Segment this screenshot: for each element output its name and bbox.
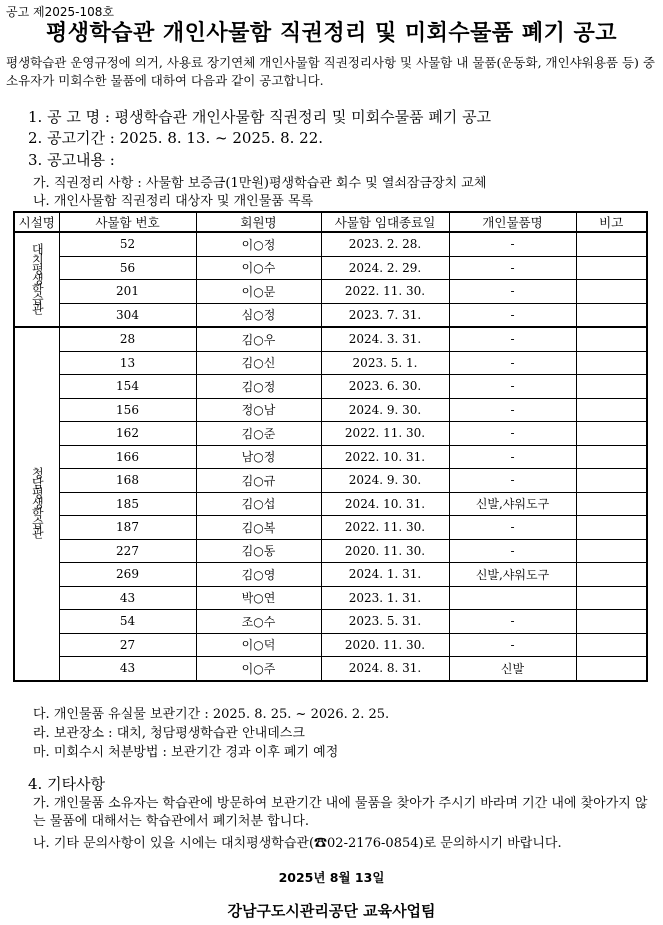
cell-end: 2023. 6. 30.	[321, 375, 449, 399]
cell-note	[576, 351, 647, 375]
cell-name: 남○정	[196, 445, 321, 469]
intro-paragraph: 평생학습관 운영규정에 의거, 사용료 장기연체 개인사물함 직권정리사항 및 사물함 내 물품(운동화, 개인샤워용품 등) 중 소유자가 미회수한 물품에 대하여 다음과 같이 공고합니다.	[6, 55, 655, 88]
table-row	[14, 516, 647, 540]
page-title: 평생학습관 개인사물함 직권정리 및 미회수물품 폐기 공고	[45, 21, 617, 46]
cell-end: 2024. 9. 30.	[321, 398, 449, 422]
table-row	[14, 327, 647, 351]
cell-items	[449, 586, 576, 610]
cell-items: -	[449, 422, 576, 446]
cell-no: 168	[59, 469, 196, 493]
organization-name: 강남구도시관리공단 교육사업팀	[227, 902, 436, 920]
cell-items: 신발,샤워도구	[449, 492, 576, 516]
table-row	[14, 657, 647, 681]
cell-note	[576, 445, 647, 469]
table-row	[14, 398, 647, 422]
notice-number: 공고 제2025-108호	[6, 5, 114, 19]
col-header: 사물함 임대종료일	[321, 212, 449, 232]
table-header-row	[14, 212, 647, 232]
cell-note	[576, 303, 647, 327]
cell-no: 201	[59, 280, 196, 304]
cell-end: 2022. 11. 30.	[321, 280, 449, 304]
etc-ga: 가. 개인물품 소유자는 학습관에 방문하여 보관기간 내에 물품을 찾아가 주시기 바라며 기간 내에 찾아가지 않는 물품에 대해서는 학습관에서 폐기처분 합니다.	[33, 796, 648, 829]
cell-items: -	[449, 539, 576, 563]
sub-da: 다. 개인물품 유실물 보관기간 : 2025. 8. 25. ~ 2026. 2. 25.	[33, 707, 390, 722]
cell-items: -	[449, 303, 576, 327]
table-row	[14, 633, 647, 657]
cell-name: 이○문	[196, 280, 321, 304]
cell-note	[576, 280, 647, 304]
cell-name: 김○복	[196, 516, 321, 540]
cell-name: 정○남	[196, 398, 321, 422]
cell-note	[576, 469, 647, 493]
table-row	[14, 539, 647, 563]
cell-note	[576, 375, 647, 399]
cell-end: 2022. 11. 30.	[321, 422, 449, 446]
cell-note	[576, 586, 647, 610]
table-row	[14, 610, 647, 634]
etc-na: 나. 기타 문의사항이 있을 시에는 대치평생학습관(☎02-2176-0854)로 문의하시기 바랍니다.	[33, 836, 562, 851]
cell-end: 2023. 1. 31.	[321, 586, 449, 610]
cell-items: -	[449, 327, 576, 351]
table-row	[14, 375, 647, 399]
cell-items: -	[449, 280, 576, 304]
sub-ma: 마. 미회수시 처분방법 : 보관기간 경과 이후 폐기 예정	[33, 745, 339, 760]
cell-name: 김○준	[196, 422, 321, 446]
cell-end: 2020. 11. 30.	[321, 539, 449, 563]
facility-name: 청담평생학습관	[30, 467, 45, 538]
cell-end: 2023. 2. 28.	[321, 232, 449, 256]
cell-no: 154	[59, 375, 196, 399]
cell-no: 27	[59, 633, 196, 657]
sub-ga: 가. 직권정리 사항 : 사물함 보증금(1만원)평생학습관 회수 및 열쇠잠금장치 교체	[33, 176, 487, 191]
cell-name: 김○우	[196, 327, 321, 351]
cell-name: 이○덕	[196, 633, 321, 657]
cell-no: 54	[59, 610, 196, 634]
cell-no: 56	[59, 256, 196, 280]
sign-date: 2025년 8월 13일	[278, 870, 385, 885]
cell-items: -	[449, 633, 576, 657]
cell-end: 2022. 10. 31.	[321, 445, 449, 469]
cell-no: 156	[59, 398, 196, 422]
cell-name: 조○수	[196, 610, 321, 634]
item-notice-name: 1. 공 고 명 : 평생학습관 개인사물함 직권정리 및 미회수물품 폐기 공고	[28, 108, 492, 126]
cell-end: 2024. 8. 31.	[321, 657, 449, 681]
table-row	[14, 351, 647, 375]
cell-items: -	[449, 398, 576, 422]
cell-no: 269	[59, 563, 196, 587]
sub-na: 나. 개인사물함 직권정리 대상자 및 개인물품 목록	[33, 194, 314, 209]
cell-end: 2023. 7. 31.	[321, 303, 449, 327]
cell-items: -	[449, 375, 576, 399]
item-notice-period: 2. 공고기간 : 2025. 8. 13. ~ 2025. 8. 22.	[28, 129, 324, 147]
cell-end: 2024. 2. 29.	[321, 256, 449, 280]
cell-end: 2023. 5. 1.	[321, 351, 449, 375]
facility-name: 대치평생학습관	[30, 243, 45, 313]
cell-note	[576, 492, 647, 516]
col-header: 시설명	[14, 212, 59, 232]
table-row	[14, 469, 647, 493]
cell-items: 신발	[449, 657, 576, 681]
table-row	[14, 256, 647, 280]
item-etc: 4. 기타사항	[28, 775, 106, 793]
cell-name: 김○동	[196, 539, 321, 563]
cell-end: 2024. 1. 31.	[321, 563, 449, 587]
cell-items: -	[449, 256, 576, 280]
cell-name: 이○정	[196, 232, 321, 256]
cell-note	[576, 657, 647, 681]
cell-note	[576, 539, 647, 563]
cell-no: 43	[59, 657, 196, 681]
item-notice-content: 3. 공고내용 :	[28, 151, 115, 169]
cell-note	[576, 398, 647, 422]
col-header: 회원명	[196, 212, 321, 232]
cell-note	[576, 516, 647, 540]
table-row	[14, 422, 647, 446]
cell-no: 187	[59, 516, 196, 540]
cell-items: 신발,샤워도구	[449, 563, 576, 587]
sub-ra: 라. 보관장소 : 대치, 청담평생학습관 안내데스크	[33, 726, 305, 741]
table-row	[14, 232, 647, 256]
facility-cell	[14, 327, 59, 681]
cell-no: 304	[59, 303, 196, 327]
cell-items: -	[449, 351, 576, 375]
cell-note	[576, 327, 647, 351]
cell-items: -	[449, 232, 576, 256]
cell-items: -	[449, 445, 576, 469]
locker-table	[13, 211, 648, 682]
cell-note	[576, 633, 647, 657]
table-row	[14, 445, 647, 469]
cell-end: 2022. 11. 30.	[321, 516, 449, 540]
cell-note	[576, 422, 647, 446]
cell-name: 이○주	[196, 657, 321, 681]
cell-name: 김○섭	[196, 492, 321, 516]
table-row	[14, 303, 647, 327]
table-row	[14, 563, 647, 587]
cell-note	[576, 563, 647, 587]
cell-end: 2023. 5. 31.	[321, 610, 449, 634]
cell-end: 2024. 10. 31.	[321, 492, 449, 516]
cell-no: 185	[59, 492, 196, 516]
col-header: 사물함 번호	[59, 212, 196, 232]
facility-cell	[14, 232, 59, 327]
col-header: 개인물품명	[449, 212, 576, 232]
cell-items: -	[449, 610, 576, 634]
cell-name: 이○수	[196, 256, 321, 280]
cell-end: 2020. 11. 30.	[321, 633, 449, 657]
cell-name: 심○정	[196, 303, 321, 327]
cell-no: 166	[59, 445, 196, 469]
cell-note	[576, 232, 647, 256]
cell-note	[576, 256, 647, 280]
table-row	[14, 586, 647, 610]
cell-no: 43	[59, 586, 196, 610]
cell-no: 162	[59, 422, 196, 446]
cell-end: 2024. 9. 30.	[321, 469, 449, 493]
cell-items: -	[449, 469, 576, 493]
cell-items: -	[449, 516, 576, 540]
cell-name: 김○정	[196, 375, 321, 399]
cell-no: 28	[59, 327, 196, 351]
cell-note	[576, 610, 647, 634]
cell-name: 김○규	[196, 469, 321, 493]
cell-no: 227	[59, 539, 196, 563]
table-row	[14, 492, 647, 516]
cell-no: 13	[59, 351, 196, 375]
cell-name: 박○연	[196, 586, 321, 610]
table-row	[14, 280, 647, 304]
cell-name: 김○영	[196, 563, 321, 587]
cell-end: 2024. 3. 31.	[321, 327, 449, 351]
cell-name: 김○신	[196, 351, 321, 375]
col-header: 비고	[576, 212, 647, 232]
cell-no: 52	[59, 232, 196, 256]
